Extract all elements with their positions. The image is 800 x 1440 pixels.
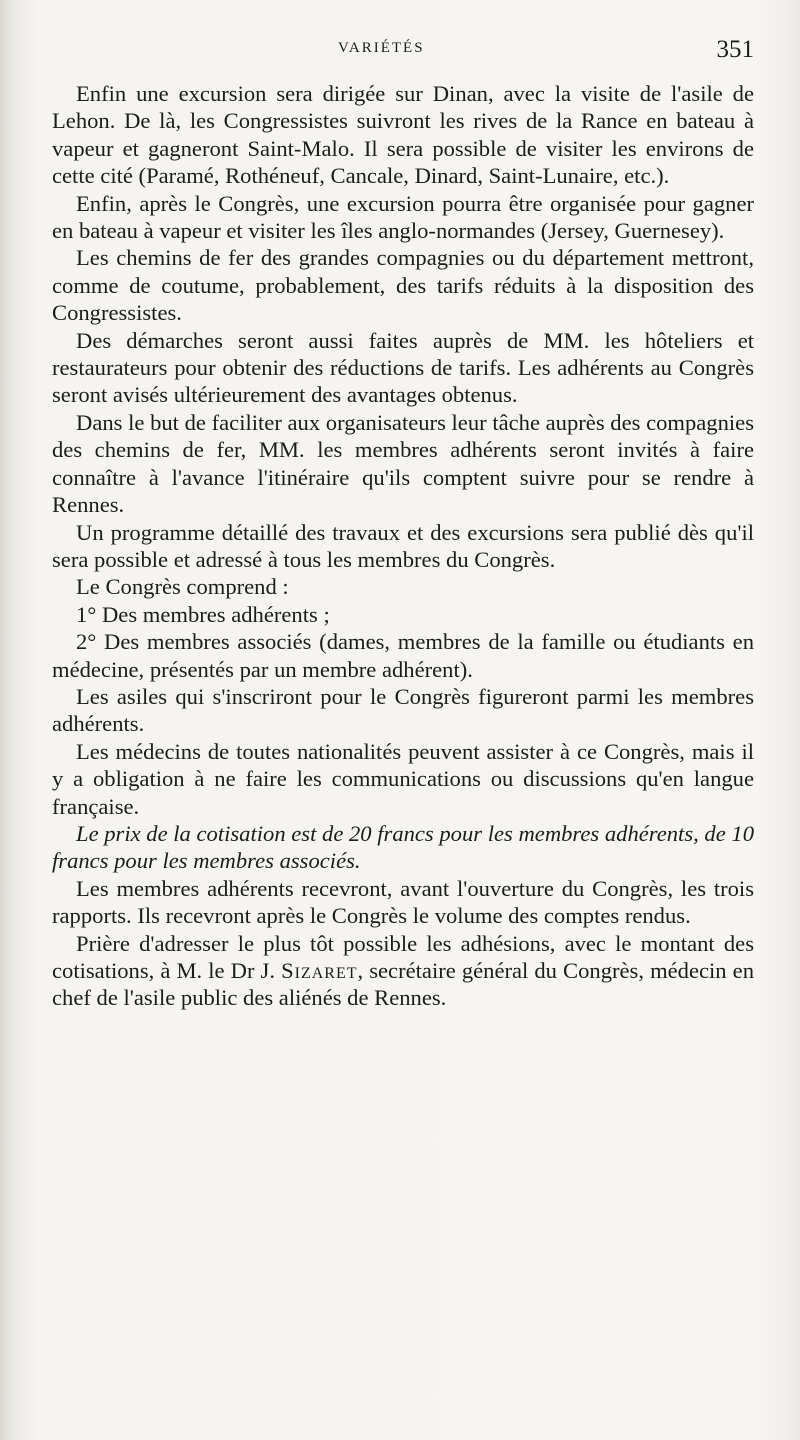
paragraph-programme: Un programme détaillé des travaux et des excursions sera publié dès qu'il sera possible et adressé à tous les membres du Congrès. <box>52 519 754 572</box>
list-item-adherents: 1° Des membres adhérents ; <box>76 601 330 627</box>
body-text <box>52 80 754 1012</box>
adhesions-text-start: Prière d'adresser le plus tôt possible les adhésions, avec le montant des cotisations, à M. le Dr J. <box>52 930 754 983</box>
adhesions-text-end: , secrétaire général du Congrès, médecin en chef de l'asile public des aliénés de Rennes. <box>52 958 754 1011</box>
page-header <box>0 36 800 66</box>
running-title: VARIÉTÉS <box>338 40 425 56</box>
paragraph-excursion-iles: Enfin, après le Congrès, une excursion pourra être organisée pour gagner en bateau à vapeur et visiter les îles anglo-normandes (Jersey, Guernesey). <box>52 190 754 244</box>
list-item-associes: 2° Des membres associés (dames, membres de la famille ou étudiants en médecine, présentés par un membre adhérent). <box>52 629 754 682</box>
paragraph-cotisation: Le prix de la cotisation est de 20 francs pour les membres adhérents, de 10 francs pour les membres associés. <box>52 820 754 874</box>
paragraph-chemins-de-fer: Les chemins de fer des grandes compagnies ou du département mettront, comme de coutume, probablement, des tarifs réduits à la disposition des Congressistes. <box>52 245 754 326</box>
paragraph-asiles: Les asiles qui s'inscriront pour le Congrès figureront parmi les membres adhérents. <box>52 683 754 737</box>
paragraph-adhesions <box>52 930 754 1012</box>
paragraph-medecins: Les médecins de toutes nationalités peuvent assister à ce Congrès, mais il y a obligation à ne faire les communications ou discussions qu'en langue française. <box>52 738 754 819</box>
page-number: 351 <box>716 36 754 63</box>
paragraph-excursion-dinan: Enfin une excursion sera dirigée sur Dinan, avec la visite de l'asile de Lehon. De là, les Congressistes suivront les rives de la Rance en bateau à vapeur et gagneront Saint-Malo. Il sera possible de visiter les environs de cette cité (Paramé, Rothéneuf, Cancale, Dinard, Saint-Lunaire, etc.). <box>52 81 754 189</box>
paragraph-hoteliers: Des démarches seront aussi faites auprès de MM. les hôteliers et restaurateurs pour obtenir des réductions de tarifs. Les adhérents au Congrès seront avisés ultérieurement des avantages obtenus. <box>52 327 754 408</box>
secretary-name: Sizaret <box>281 958 358 983</box>
paragraph-congres-comprend: Le Congrès comprend : <box>76 574 289 600</box>
paragraph-rapports: Les membres adhérents recevront, avant l'ouverture du Congrès, les trois rapports. Ils recevront après le Congrès le volume des comptes rendus. <box>52 875 754 929</box>
paragraph-itineraire: Dans le but de faciliter aux organisateurs leur tâche auprès des compagnies des chemins de fer, MM. les membres adhérents seront invités à faire connaître à l'avance l'itinéraire qu'ils comptent suivre pour se rendre à Rennes. <box>52 409 754 518</box>
